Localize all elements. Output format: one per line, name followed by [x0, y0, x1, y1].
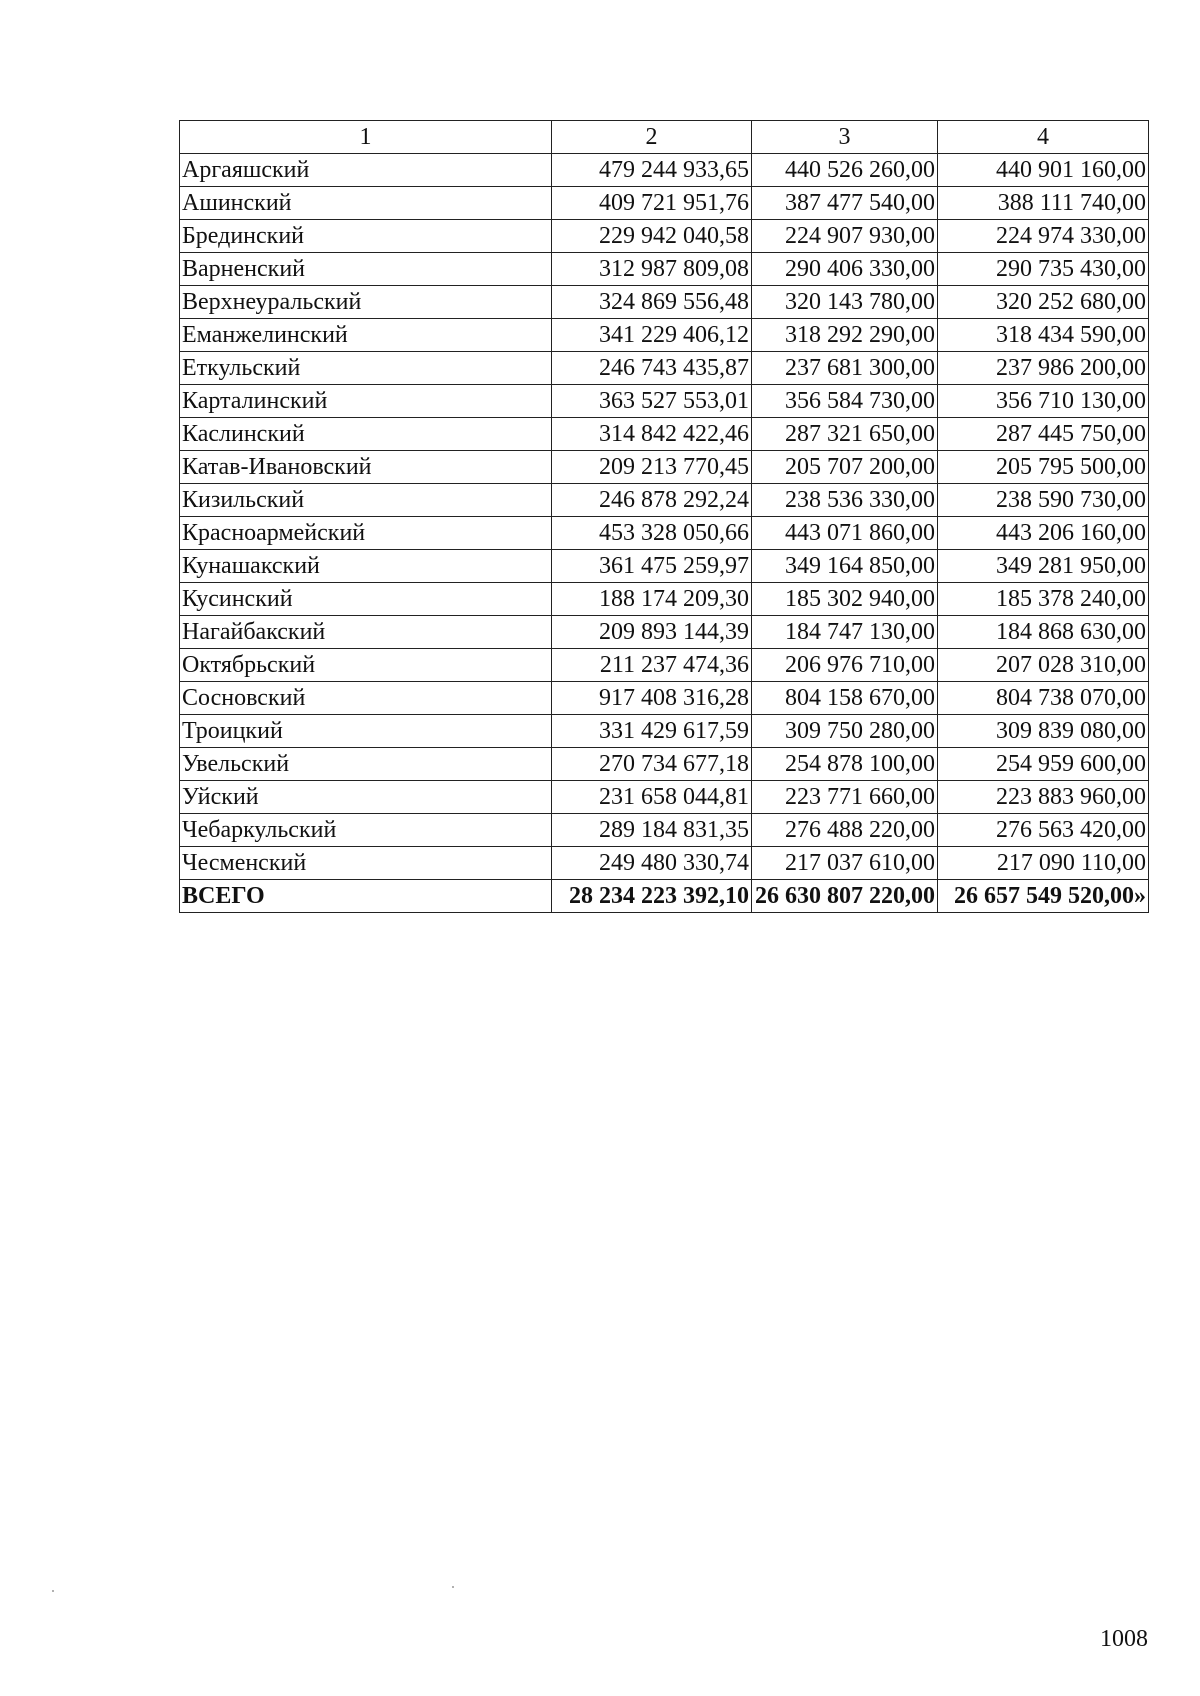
table-row: [180, 814, 1149, 847]
table-row: [180, 286, 1149, 319]
value-col-3-cell: 356 584 730,00: [752, 385, 938, 418]
value-col-2-cell: 249 480 330,74: [552, 847, 752, 880]
column-header-3: 3: [752, 121, 938, 154]
district-name-cell: Ашинский: [180, 187, 552, 220]
total-col-2: 28 234 223 392,10: [552, 880, 752, 913]
district-name-cell: Аргаяшский: [180, 154, 552, 187]
value-col-3-cell: 276 488 220,00: [752, 814, 938, 847]
district-name-cell: Еткульский: [180, 352, 552, 385]
table-row: [180, 781, 1149, 814]
value-col-2-cell: 231 658 044,81: [552, 781, 752, 814]
value-col-3-cell: 223 771 660,00: [752, 781, 938, 814]
district-name-cell: Кусинский: [180, 583, 552, 616]
table-row: [180, 319, 1149, 352]
value-col-2-cell: 361 475 259,97: [552, 550, 752, 583]
value-col-3-cell: 238 536 330,00: [752, 484, 938, 517]
table-row: [180, 418, 1149, 451]
table-row: [180, 616, 1149, 649]
district-name-cell: Катав-Ивановский: [180, 451, 552, 484]
table-row: [180, 484, 1149, 517]
value-col-3-cell: 349 164 850,00: [752, 550, 938, 583]
value-col-4-cell: 318 434 590,00: [938, 319, 1149, 352]
value-col-3-cell: 205 707 200,00: [752, 451, 938, 484]
district-name-cell: Троицкий: [180, 715, 552, 748]
value-col-4-cell: 217 090 110,00: [938, 847, 1149, 880]
value-col-3-cell: 443 071 860,00: [752, 517, 938, 550]
column-header-4: 4: [938, 121, 1149, 154]
value-col-3-cell: 237 681 300,00: [752, 352, 938, 385]
district-name-cell: Кизильский: [180, 484, 552, 517]
value-col-4-cell: 254 959 600,00: [938, 748, 1149, 781]
table-row: [180, 550, 1149, 583]
district-name-cell: Нагайбакский: [180, 616, 552, 649]
total-label: ВСЕГО: [180, 880, 552, 913]
table-row: [180, 583, 1149, 616]
district-name-cell: Брединский: [180, 220, 552, 253]
value-col-3-cell: 185 302 940,00: [752, 583, 938, 616]
value-col-2-cell: 211 237 474,36: [552, 649, 752, 682]
value-col-4-cell: 205 795 500,00: [938, 451, 1149, 484]
district-name-cell: Карталинский: [180, 385, 552, 418]
district-name-cell: Уйский: [180, 781, 552, 814]
table-row: [180, 847, 1149, 880]
value-col-3-cell: 318 292 290,00: [752, 319, 938, 352]
district-name-cell: Октябрьский: [180, 649, 552, 682]
district-name-cell: Кунашакский: [180, 550, 552, 583]
value-col-4-cell: 320 252 680,00: [938, 286, 1149, 319]
table-row: [180, 154, 1149, 187]
table-row: [180, 385, 1149, 418]
page-number: 1008: [1100, 1626, 1148, 1652]
value-col-2-cell: 341 229 406,12: [552, 319, 752, 352]
district-name-cell: Каслинский: [180, 418, 552, 451]
value-col-2-cell: 479 244 933,65: [552, 154, 752, 187]
value-col-2-cell: 209 893 144,39: [552, 616, 752, 649]
value-col-2-cell: 270 734 677,18: [552, 748, 752, 781]
table-body: [180, 154, 1149, 880]
table-row: [180, 682, 1149, 715]
value-col-2-cell: 409 721 951,76: [552, 187, 752, 220]
table-row: [180, 253, 1149, 286]
district-name-cell: Чесменский: [180, 847, 552, 880]
column-header-1: 1: [180, 121, 552, 154]
total-col-3: 26 630 807 220,00: [752, 880, 938, 913]
value-col-3-cell: 320 143 780,00: [752, 286, 938, 319]
value-col-2-cell: 188 174 209,30: [552, 583, 752, 616]
value-col-4-cell: 443 206 160,00: [938, 517, 1149, 550]
table-row: [180, 748, 1149, 781]
value-col-2-cell: 312 987 809,08: [552, 253, 752, 286]
value-col-2-cell: 314 842 422,46: [552, 418, 752, 451]
value-col-3-cell: 387 477 540,00: [752, 187, 938, 220]
value-col-4-cell: 440 901 160,00: [938, 154, 1149, 187]
value-col-3-cell: 287 321 650,00: [752, 418, 938, 451]
value-col-3-cell: 804 158 670,00: [752, 682, 938, 715]
value-col-4-cell: 388 111 740,00: [938, 187, 1149, 220]
value-col-2-cell: 324 869 556,48: [552, 286, 752, 319]
value-col-3-cell: 309 750 280,00: [752, 715, 938, 748]
total-col-4: 26 657 549 520,00»: [938, 880, 1149, 913]
value-col-3-cell: 440 526 260,00: [752, 154, 938, 187]
value-col-4-cell: 223 883 960,00: [938, 781, 1149, 814]
value-col-3-cell: 224 907 930,00: [752, 220, 938, 253]
value-col-4-cell: 309 839 080,00: [938, 715, 1149, 748]
district-name-cell: Варненский: [180, 253, 552, 286]
header-row: [180, 121, 1149, 154]
value-col-3-cell: 254 878 100,00: [752, 748, 938, 781]
budget-table: [179, 120, 1149, 913]
table-row: [180, 187, 1149, 220]
value-col-4-cell: 238 590 730,00: [938, 484, 1149, 517]
value-col-3-cell: 217 037 610,00: [752, 847, 938, 880]
value-col-2-cell: 917 408 316,28: [552, 682, 752, 715]
value-col-4-cell: 184 868 630,00: [938, 616, 1149, 649]
table-row: [180, 220, 1149, 253]
value-col-4-cell: 185 378 240,00: [938, 583, 1149, 616]
district-name-cell: Красноармейский: [180, 517, 552, 550]
value-col-2-cell: 246 878 292,24: [552, 484, 752, 517]
table-row: [180, 517, 1149, 550]
value-col-3-cell: 206 976 710,00: [752, 649, 938, 682]
table-row: [180, 352, 1149, 385]
district-name-cell: Чебаркульский: [180, 814, 552, 847]
value-col-4-cell: 287 445 750,00: [938, 418, 1149, 451]
value-col-3-cell: 184 747 130,00: [752, 616, 938, 649]
value-col-2-cell: 209 213 770,45: [552, 451, 752, 484]
value-col-2-cell: 453 328 050,66: [552, 517, 752, 550]
table-row: [180, 451, 1149, 484]
value-col-2-cell: 246 743 435,87: [552, 352, 752, 385]
value-col-2-cell: 289 184 831,35: [552, 814, 752, 847]
district-name-cell: Сосновский: [180, 682, 552, 715]
total-row: [180, 880, 1149, 913]
value-col-4-cell: 349 281 950,00: [938, 550, 1149, 583]
value-col-4-cell: 207 028 310,00: [938, 649, 1149, 682]
value-col-2-cell: 331 429 617,59: [552, 715, 752, 748]
district-name-cell: Верхнеуральский: [180, 286, 552, 319]
value-col-2-cell: 229 942 040,58: [552, 220, 752, 253]
district-name-cell: Увельский: [180, 748, 552, 781]
value-col-4-cell: 290 735 430,00: [938, 253, 1149, 286]
value-col-4-cell: 804 738 070,00: [938, 682, 1149, 715]
value-col-4-cell: 237 986 200,00: [938, 352, 1149, 385]
table-row: [180, 649, 1149, 682]
table-row: [180, 715, 1149, 748]
scan-speck: [452, 1586, 454, 1588]
value-col-4-cell: 356 710 130,00: [938, 385, 1149, 418]
value-col-4-cell: 276 563 420,00: [938, 814, 1149, 847]
column-header-2: 2: [552, 121, 752, 154]
district-name-cell: Еманжелинский: [180, 319, 552, 352]
value-col-3-cell: 290 406 330,00: [752, 253, 938, 286]
scan-speck: [52, 1590, 54, 1592]
value-col-2-cell: 363 527 553,01: [552, 385, 752, 418]
value-col-4-cell: 224 974 330,00: [938, 220, 1149, 253]
